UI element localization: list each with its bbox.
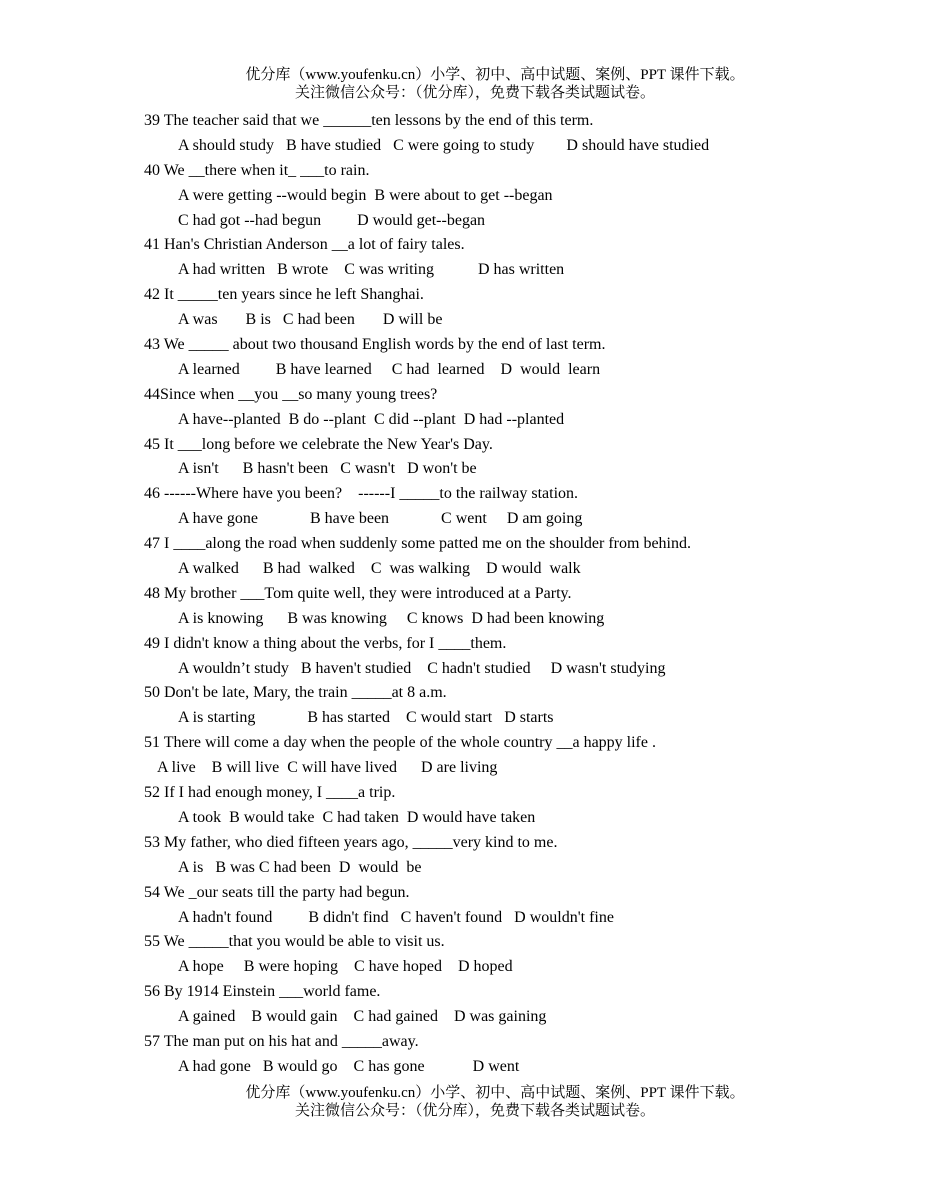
options-47: A walked B had walked C was walking D would walk <box>178 560 581 578</box>
question-48: 48 My brother ___Tom quite well, they were introduced at a Party. <box>144 584 572 602</box>
options-42: A was B is C had been D will be <box>178 311 443 329</box>
options-45: A isn't B hasn't been C wasn't D won't be <box>178 460 477 478</box>
question-54: 54 We _our seats till the party had begun. <box>144 883 410 901</box>
options-40-a: A were getting --would begin B were about to get --began <box>178 186 553 204</box>
options-51: A live B will live C will have lived D are living <box>157 759 498 777</box>
question-42: 42 It _____ten years since he left Shanghai. <box>144 286 424 304</box>
header-line-1: 优分库（www.youfenku.cn）小学、初中、高中试题、案例、PPT 课件下载。 <box>245 67 745 83</box>
options-53: A is B was C had been D would be <box>178 858 422 876</box>
options-54: A hadn't found B didn't find C haven't found D wouldn't fine <box>178 908 614 926</box>
header-line-2: 关注微信公众号：（优分库），免费下载各类试题试卷。 <box>294 85 655 101</box>
question-43: 43 We _____ about two thousand English words by the end of last term. <box>144 336 606 354</box>
options-40-b: C had got --had begun D would get--began <box>178 211 486 229</box>
options-48: A is knowing B was knowing C knows D had been knowing <box>178 609 605 627</box>
question-57: 57 The man put on his hat and _____away. <box>144 1032 419 1050</box>
options-43: A learned B have learned C had learned D would learn <box>178 360 601 378</box>
question-55: 55 We _____that you would be able to visit us. <box>144 933 445 951</box>
question-52: 52 If I had enough money, I ____a trip. <box>144 784 396 802</box>
footer-line-1: 优分库（www.youfenku.cn）小学、初中、高中试题、案例、PPT 课件下载。 <box>245 1085 745 1101</box>
question-56: 56 By 1914 Einstein ___world fame. <box>144 983 381 1001</box>
options-50: A is starting B has started C would start D starts <box>178 709 554 727</box>
question-list <box>144 109 924 1080</box>
question-51: 51 There will come a day when the people of the whole country __a happy life . <box>144 734 656 752</box>
options-41: A had written B wrote C was writing D has written <box>178 261 565 279</box>
options-52: A took B would take C had taken D would have taken <box>178 808 536 826</box>
page-header <box>0 66 950 102</box>
options-46: A have gone B have been C went D am going <box>178 510 583 528</box>
question-49: 49 I didn't know a thing about the verbs, for I ____them. <box>144 634 507 652</box>
question-44: 44Since when __you __so many young trees? <box>144 385 438 403</box>
question-39: 39 The teacher said that we ______ten lessons by the end of this term. <box>144 112 594 129</box>
options-44: A have--planted B do --plant C did --plant D had --planted <box>178 410 565 428</box>
options-55: A hope B were hoping C have hoped D hoped <box>178 958 513 976</box>
page-footer <box>0 1084 950 1120</box>
question-53: 53 My father, who died fifteen years ago, _____very kind to me. <box>144 833 558 851</box>
options-49: A wouldn’t study B haven't studied C hadn't studied D wasn't studying <box>178 659 666 677</box>
question-46: 46 ------Where have you been? ------I _____to the railway station. <box>144 485 579 503</box>
footer-line-2: 关注微信公众号：（优分库），免费下载各类试题试卷。 <box>294 1103 655 1119</box>
options-39: A should study B have studied C were going to study D should have studied <box>178 136 710 154</box>
options-56: A gained B would gain C had gained D was gaining <box>178 1008 547 1026</box>
options-57: A had gone B would go C has gone D went <box>178 1057 520 1075</box>
question-40: 40 We __there when it_ ___to rain. <box>144 161 370 179</box>
question-45: 45 It ___long before we celebrate the New Year's Day. <box>144 435 493 453</box>
question-47: 47 I ____along the road when suddenly some patted me on the shoulder from behind. <box>144 535 691 553</box>
question-41: 41 Han's Christian Anderson __a lot of fairy tales. <box>144 236 465 254</box>
question-50: 50 Don't be late, Mary, the train _____at 8 a.m. <box>144 684 447 702</box>
